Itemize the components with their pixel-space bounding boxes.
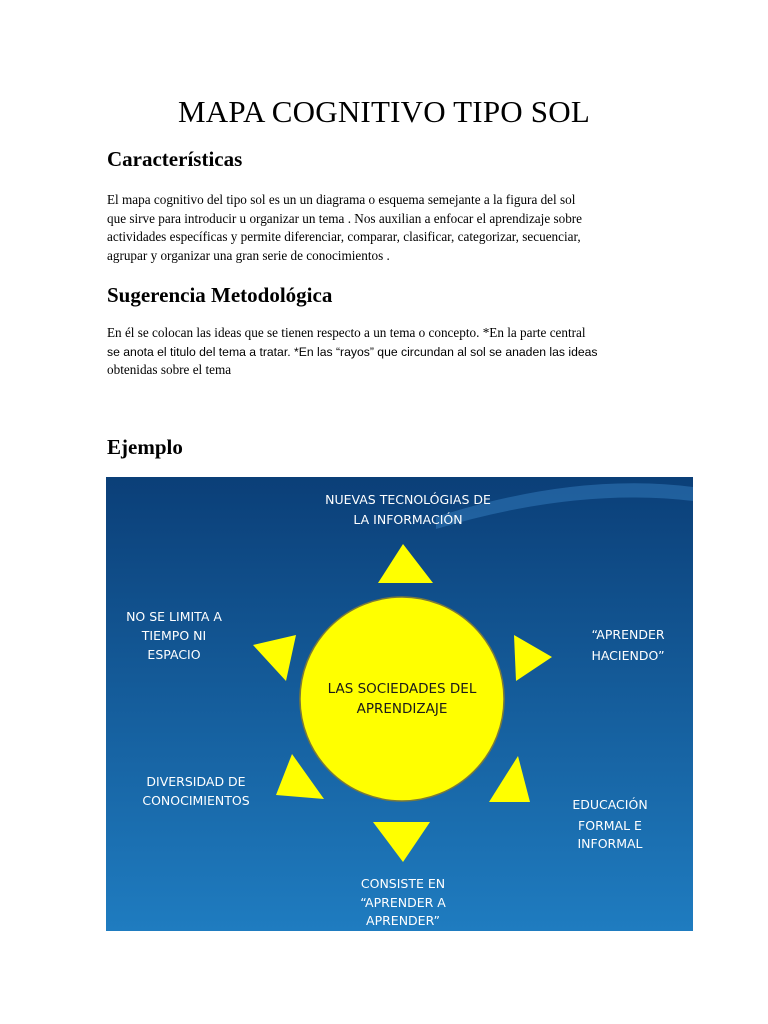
ray-label-bottom: APRENDER” [366, 913, 440, 928]
ray-label-top: LA INFORMACIÓN [353, 512, 463, 527]
ray-label-top: NUEVAS TECNOLÓGIAS DE [325, 492, 491, 507]
ray-label-upper-left: ESPACIO [147, 647, 201, 662]
sun-center-circle [300, 597, 504, 801]
sugerencia-paragraph [107, 324, 687, 380]
caracteristicas-paragraph [107, 191, 687, 265]
center-label-line: LAS SOCIEDADES DEL [327, 681, 477, 697]
section-heading-sugerencia: Sugerencia Metodológica [107, 283, 333, 307]
paragraph-line: que sirve para introducir u organizar un tema . Nos auxilian a enfocar el aprendizaje sobre [107, 210, 583, 226]
ray-label-upper-right: “APRENDER [591, 627, 665, 642]
ray-label-lower-left: CONOCIMIENTOS [142, 793, 250, 808]
section-heading-caracteristicas: Características [107, 147, 243, 171]
paragraph-line: actividades específicas y permite diferenciar, comparar, clasificar, categorizar, secuenciar, [107, 229, 581, 245]
paragraph-line: agrupar y organizar una gran serie de conocimientos . [107, 247, 390, 263]
ray-label-upper-left: NO SE LIMITA A [126, 609, 222, 624]
ray-label-lower-right: EDUCACIÓN [572, 797, 648, 812]
paragraph-line: En él se colocan las ideas que se tienen respecto a un tema o concepto. *En la parte central [107, 325, 586, 340]
ray-label-upper-left: TIEMPO NI [141, 628, 207, 643]
sun-diagram [106, 477, 693, 931]
paragraph-line: El mapa cognitivo del tipo sol es un un diagrama o esquema semejante a la figura del sol [107, 192, 576, 207]
center-label-line: APRENDIZAJE [356, 701, 448, 717]
page-title: MAPA COGNITIVO TIPO SOL [178, 94, 590, 129]
ray-label-upper-right: HACIENDO” [591, 648, 665, 663]
paragraph-line: se anota el titulo del tema a tratar. *En las “rayos” que circundan al sol se anaden las ideas [107, 344, 598, 359]
ray-label-bottom: CONSISTE EN [360, 876, 446, 891]
ray-label-bottom: “APRENDER A [360, 895, 446, 910]
ray-label-lower-left: DIVERSIDAD DE [146, 774, 246, 789]
paragraph-line: obtenidas sobre el tema [107, 362, 232, 378]
ray-label-lower-right: FORMAL E [578, 818, 642, 833]
section-heading-ejemplo: Ejemplo [107, 435, 183, 459]
ray-label-lower-right: INFORMAL [577, 836, 643, 851]
